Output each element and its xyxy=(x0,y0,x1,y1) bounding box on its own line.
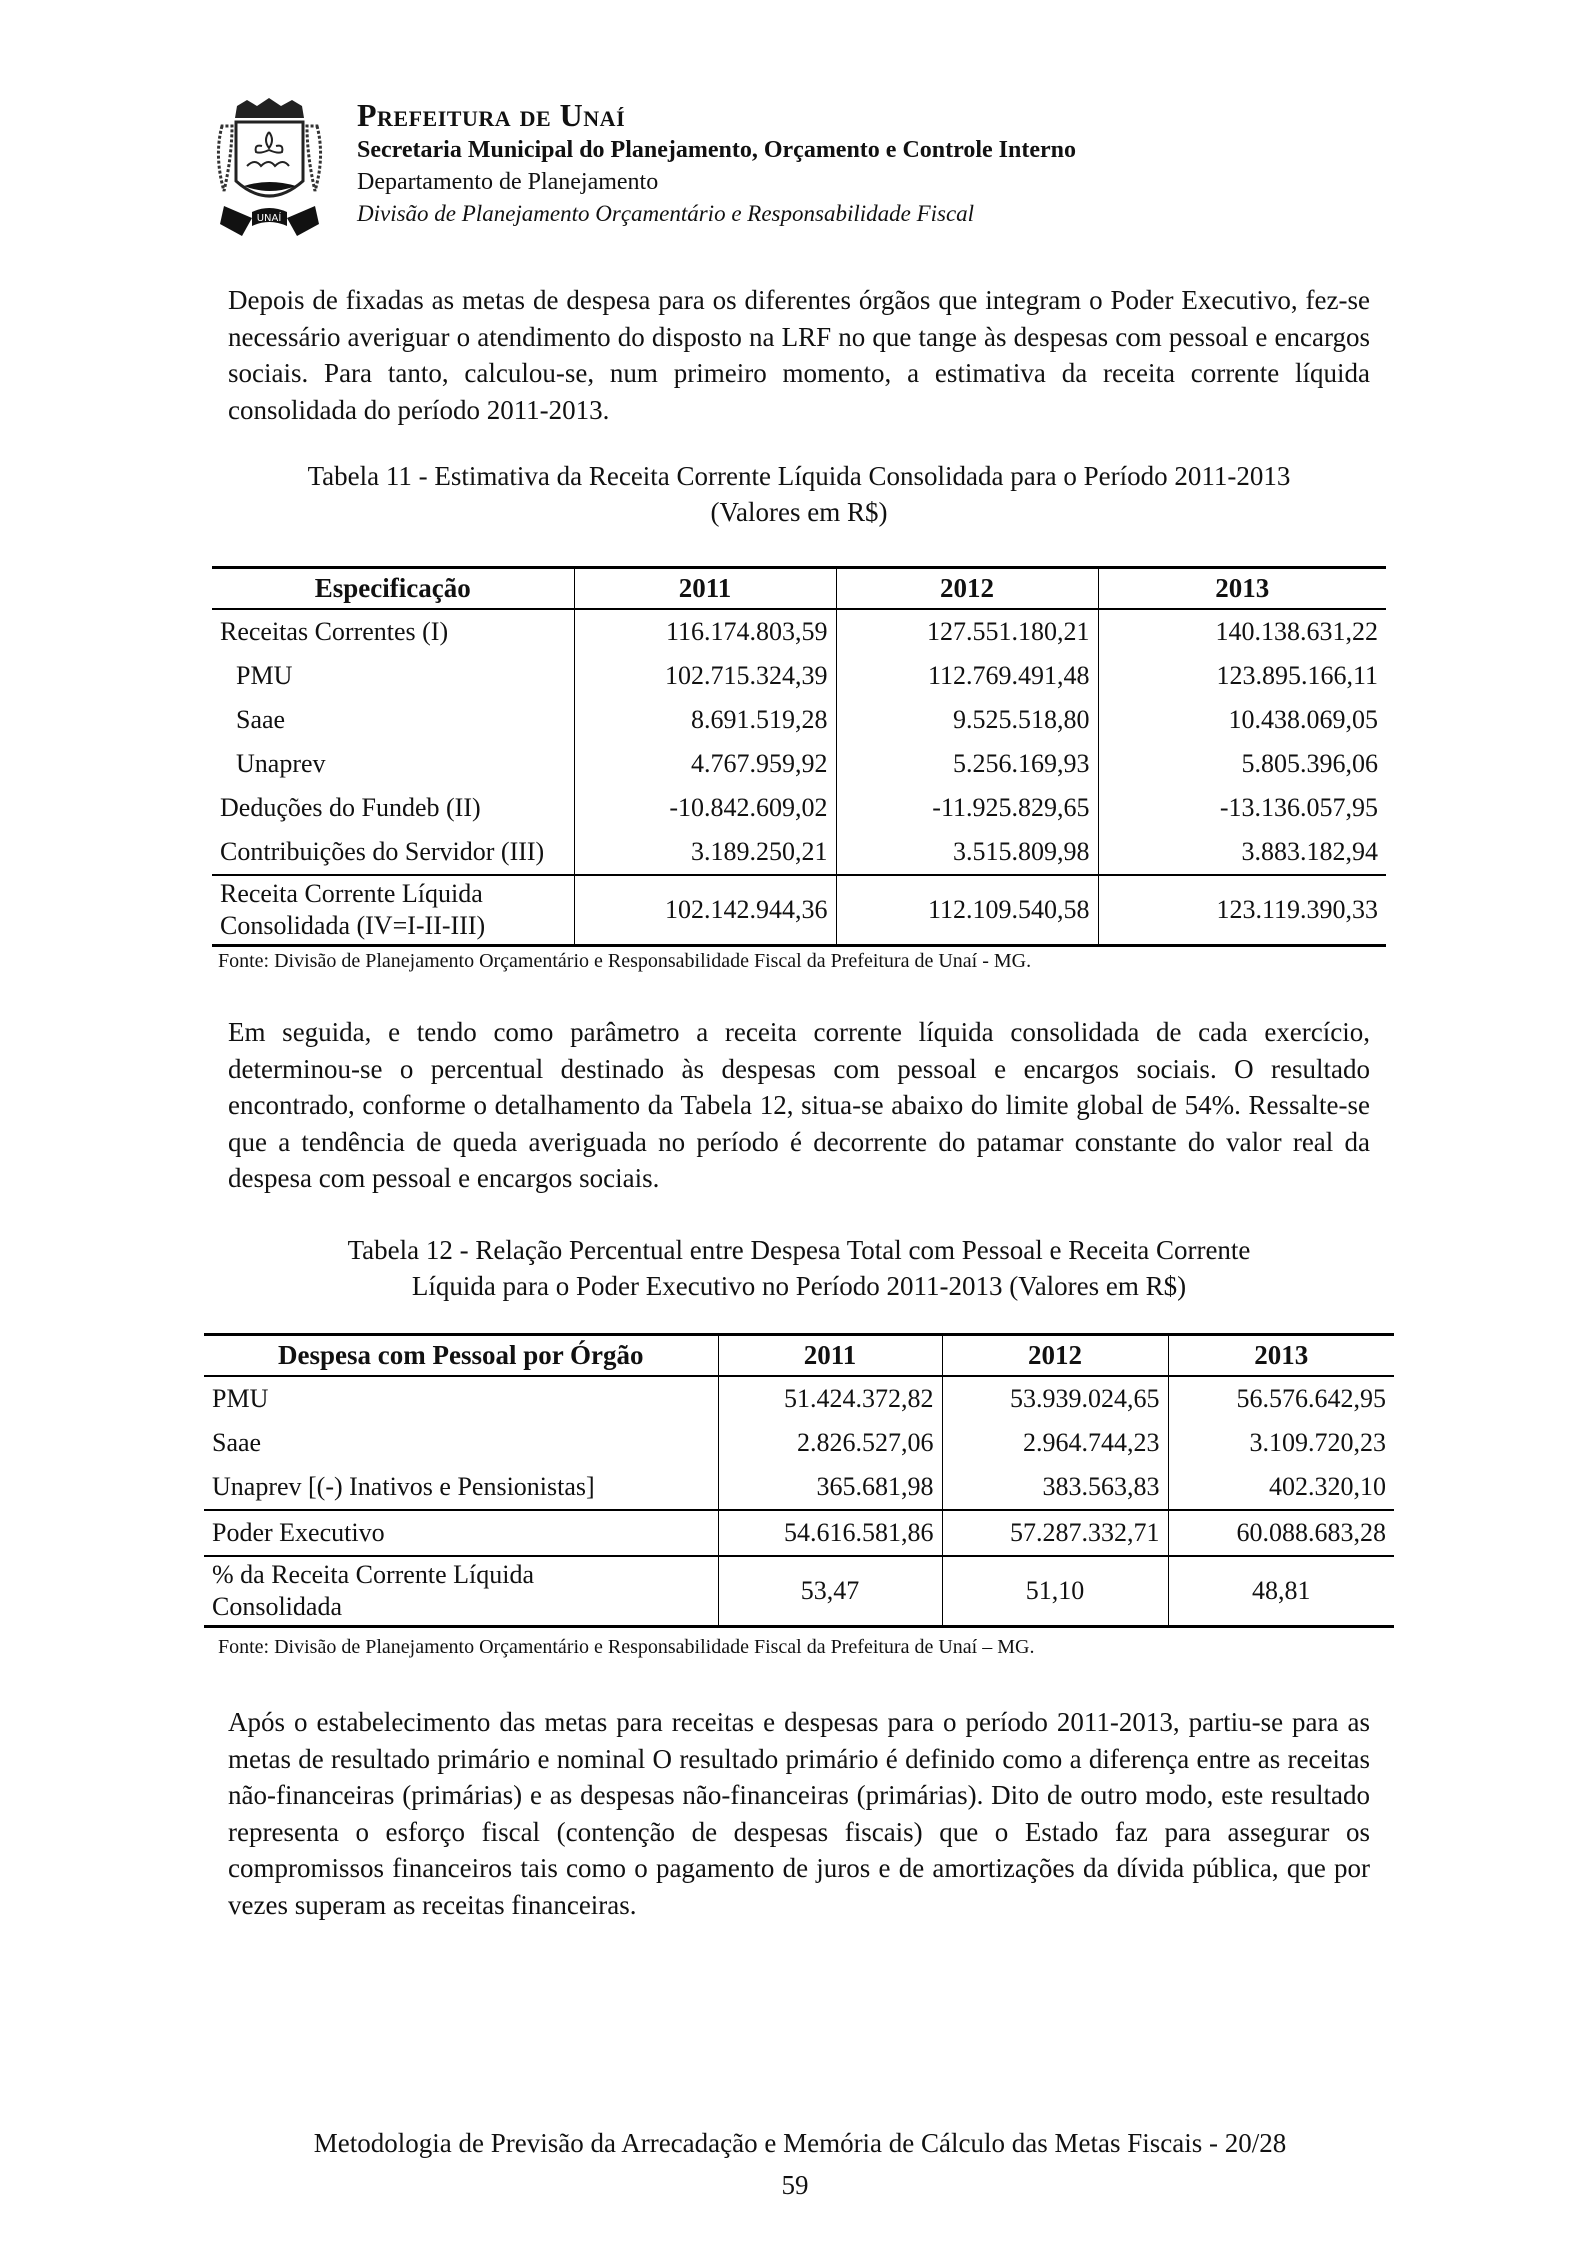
header-2011: 2011 xyxy=(574,568,836,610)
cell-value: -11.925.829,65 xyxy=(836,786,1098,830)
table11-caption xyxy=(228,458,1370,530)
table11-source: Fonte: Divisão de Planejamento Orçamentário e Responsabilidade Fiscal da Prefeitura de Unaí - MG. xyxy=(218,950,1032,972)
org-departamento: Departamento de Planejamento xyxy=(357,169,659,195)
cell-value: 123.119.390,33 xyxy=(1098,875,1386,946)
total-label-line2: Consolidada (IV=I-II-III) xyxy=(220,911,486,940)
cell-value: -13.136.057,95 xyxy=(1098,786,1386,830)
table-12-despesa-pessoal xyxy=(204,1333,1394,1628)
svg-text:UNAÍ: UNAÍ xyxy=(256,213,282,224)
cell-value: 57.287.332,71 xyxy=(942,1510,1168,1556)
table12-caption-line1: Tabela 12 - Relação Percentual entre Despesa Total com Pessoal e Receita Corrente xyxy=(347,1235,1251,1265)
coat-of-arms-icon xyxy=(212,96,327,244)
cell-value: 48,81 xyxy=(1168,1556,1394,1627)
cell-value: 5.805.396,06 xyxy=(1098,742,1386,786)
table-subtotal-row xyxy=(204,1510,1394,1556)
cell-value: 383.563,83 xyxy=(942,1465,1168,1510)
cell-value: 112.109.540,58 xyxy=(836,875,1098,946)
cell-value: 8.691.519,28 xyxy=(574,698,836,742)
header-especificacao: Especificação xyxy=(212,568,574,610)
percent-label-line1: % da Receita Corrente Líquida xyxy=(212,1560,534,1589)
page-number: 59 xyxy=(781,2170,809,2200)
page-footer: Metodologia de Previsão da Arrecadação e Memória de Cálculo das Metas Fiscais - 20/28 xyxy=(313,2128,1287,2158)
cell-value: 3.189.250,21 xyxy=(574,830,836,875)
row-label xyxy=(204,1556,718,1627)
cell-value: 3.109.720,23 xyxy=(1168,1421,1394,1465)
cell-value: 365.681,98 xyxy=(718,1465,942,1510)
table-row xyxy=(204,1421,1394,1465)
header-2013: 2013 xyxy=(1168,1335,1394,1377)
cell-value: 102.715.324,39 xyxy=(574,654,836,698)
cell-value: 9.525.518,80 xyxy=(836,698,1098,742)
table-row xyxy=(204,1465,1394,1510)
cell-value: 3.883.182,94 xyxy=(1098,830,1386,875)
table11-caption-line1: Tabela 11 - Estimativa da Receita Corrente Líquida Consolidada para o Período 2011-2013 xyxy=(307,461,1291,491)
paragraph-resultado-primario: Após o estabelecimento das metas para receitas e despesas para o período 2011-2013, partiu-se para as metas de resultado primário e nominal O resultado primário é definido como a diferença entre as receitas não-financeiras (primárias) e as despesas não-financeiras (primárias). Dito de outro modo, este resultado representa o esforço fiscal (contenção de despesas fiscais) que o Estado faz para assegurar os compromissos financeiros tais como o pagamento de juros e de amortizações da dívida pública, que por vezes superam as receitas financeiras. xyxy=(228,1707,1370,1920)
table12-source: Fonte: Divisão de Planejamento Orçamentário e Responsabilidade Fiscal da Prefeitura de Unaí – MG. xyxy=(218,1636,1035,1658)
org-title: Prefeitura de Unaí xyxy=(357,97,626,133)
table-row xyxy=(212,654,1386,698)
row-label: PMU xyxy=(212,1384,269,1413)
table-percent-row xyxy=(204,1556,1394,1627)
cell-value: 54.616.581,86 xyxy=(718,1510,942,1556)
row-label: Receitas Correntes (I) xyxy=(220,617,449,646)
table12-caption xyxy=(228,1232,1370,1304)
table-row xyxy=(212,742,1386,786)
cell-value: 53.939.024,65 xyxy=(942,1376,1168,1421)
paragraph-intro: Depois de fixadas as metas de despesa para os diferentes órgãos que integram o Poder Executivo, fez-se necessário averiguar o atendimento do disposto na LRF no que tange às despesas com pessoal e encargos sociais. Para tanto, calculou-se, num primeiro momento, a estimativa da receita corrente líquida consolidada do período 2011-2013. xyxy=(228,285,1370,425)
row-label: Unaprev [(-) Inativos e Pensionistas] xyxy=(212,1472,595,1501)
percent-label-line2: Consolidada xyxy=(212,1592,342,1621)
header-2011: 2011 xyxy=(718,1335,942,1377)
cell-value: 5.256.169,93 xyxy=(836,742,1098,786)
paragraph-percentual: Em seguida, e tendo como parâmetro a receita corrente líquida consolidada de cada exercício, determinou-se o percentual destinado às despesas com pessoal e encargos sociais. O resultado encontrado, conforme o detalhamento da Tabela 12, situa-se abaixo do limite global de 54%. Ressalte-se que a tendência de queda averiguada no período é decorrente do patamar constante do valor real da despesa com pessoal e encargos sociais. xyxy=(228,1017,1370,1193)
header-2012: 2012 xyxy=(836,568,1098,610)
table-header-row xyxy=(204,1335,1394,1377)
cell-value: 2.826.527,06 xyxy=(718,1421,942,1465)
letterhead xyxy=(212,96,1412,276)
row-label: Deduções do Fundeb (II) xyxy=(220,793,481,822)
cell-value: 60.088.683,28 xyxy=(1168,1510,1394,1556)
table-11-receita-corrente-liquida xyxy=(212,566,1386,947)
table-row xyxy=(212,698,1386,742)
header-2012: 2012 xyxy=(942,1335,1168,1377)
cell-value: 2.964.744,23 xyxy=(942,1421,1168,1465)
cell-value: 51,10 xyxy=(942,1556,1168,1627)
cell-value: 140.138.631,22 xyxy=(1098,609,1386,654)
header-despesa-orgao: Despesa com Pessoal por Órgão xyxy=(204,1335,718,1377)
cell-value: 51.424.372,82 xyxy=(718,1376,942,1421)
cell-value: 123.895.166,11 xyxy=(1098,654,1386,698)
table-row xyxy=(212,609,1386,654)
row-label: Unaprev xyxy=(236,749,326,778)
row-label xyxy=(212,875,574,946)
cell-value: 112.769.491,48 xyxy=(836,654,1098,698)
table-row xyxy=(204,1376,1394,1421)
cell-value: 116.174.803,59 xyxy=(574,609,836,654)
table-header-row xyxy=(212,568,1386,610)
row-label: Saae xyxy=(212,1428,262,1457)
table-row xyxy=(212,830,1386,875)
cell-value: -10.842.609,02 xyxy=(574,786,836,830)
cell-value: 4.767.959,92 xyxy=(574,742,836,786)
cell-value: 53,47 xyxy=(718,1556,942,1627)
cell-value: 127.551.180,21 xyxy=(836,609,1098,654)
org-divisao: Divisão de Planejamento Orçamentário e Responsabilidade Fiscal xyxy=(357,201,975,226)
org-secretaria: Secretaria Municipal do Planejamento, Orçamento e Controle Interno xyxy=(357,137,1076,163)
table-row xyxy=(212,786,1386,830)
row-label: PMU xyxy=(236,661,293,690)
table12-caption-line2: Líquida para o Poder Executivo no Período 2011-2013 (Valores em R$) xyxy=(411,1271,1187,1301)
cell-value: 102.142.944,36 xyxy=(574,875,836,946)
row-label: Poder Executivo xyxy=(204,1510,718,1556)
cell-value: 10.438.069,05 xyxy=(1098,698,1386,742)
cell-value: 3.515.809,98 xyxy=(836,830,1098,875)
header-2013: 2013 xyxy=(1098,568,1386,610)
row-label: Contribuições do Servidor (III) xyxy=(220,837,545,866)
cell-value: 402.320,10 xyxy=(1168,1465,1394,1510)
total-label-line1: Receita Corrente Líquida xyxy=(220,879,483,908)
table11-caption-line2: (Valores em R$) xyxy=(710,497,888,527)
row-label: Saae xyxy=(236,705,286,734)
table-total-row xyxy=(212,875,1386,946)
cell-value: 56.576.642,95 xyxy=(1168,1376,1394,1421)
